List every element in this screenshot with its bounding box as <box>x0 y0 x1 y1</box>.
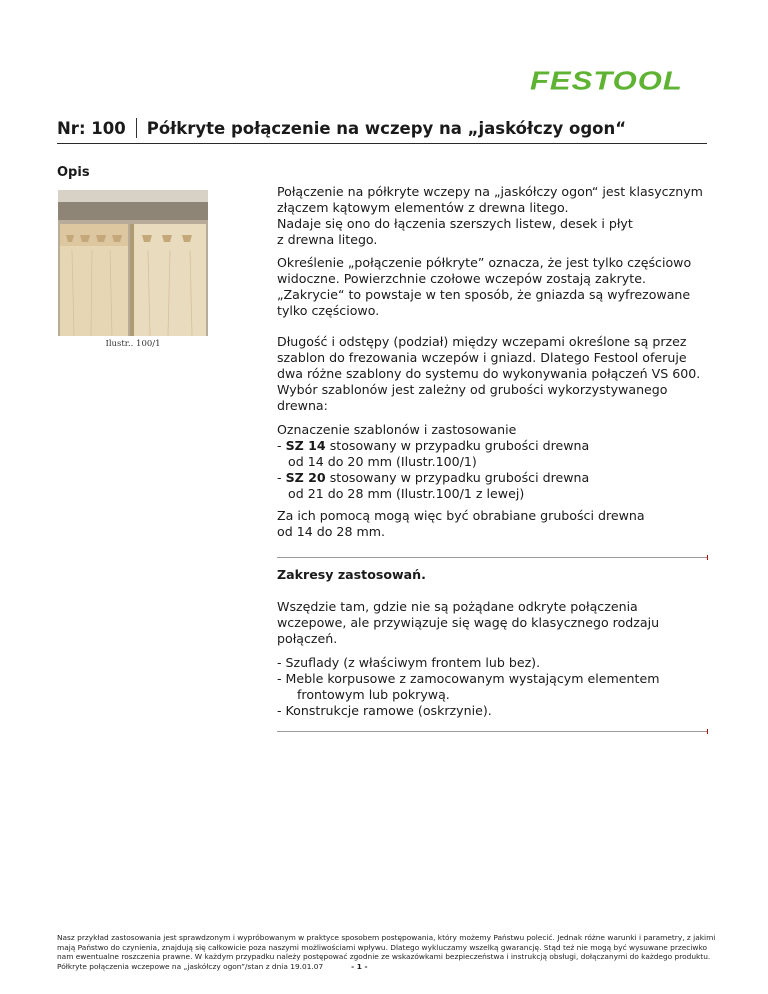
templates-heading: Oznaczenie szablonów i zastosowanie <box>277 422 517 437</box>
definition-line: Określenie „połączenie półkryte” oznacza, że jest tylko częściowo <box>277 255 692 270</box>
footer-doc-line <box>57 962 717 972</box>
applications-title: Zakresy zastosowań. <box>277 567 426 582</box>
template-code: SZ 14 <box>285 438 326 453</box>
templates-list <box>277 422 717 502</box>
definition-paragraph <box>277 255 717 319</box>
applications-line: połączeń. <box>277 631 338 646</box>
page-number: - 1 - <box>351 961 368 971</box>
title-separator <box>136 118 137 138</box>
template-item-sz20: - SZ 20 stosowany w przypadku grubości drewna <box>277 470 590 485</box>
intro-line: z drewna litego. <box>277 232 378 247</box>
template-code: SZ 20 <box>285 470 326 485</box>
applications-list <box>277 655 717 719</box>
footer-doc-title: Półkryte połączenia wczepowe na „jaskółczy ogon”/stan z dnia 19.01.07 <box>57 961 324 971</box>
templates-intro-line: szablon do frezowania wczepów i gniazd. Dlatego Festool oferuje <box>277 350 687 365</box>
template-item-continuation: od 14 do 20 mm (Ilustr.100/1) <box>288 454 477 469</box>
logo-text: FESTOOL <box>530 65 683 96</box>
thickness-line: Za ich pomocą mogą więc być obrabiane grubości drewna <box>277 508 645 523</box>
footer <box>57 933 717 971</box>
applications-line: wczepowe, ale przywiązuje się wagę do klasycznego rodzaju <box>277 615 660 630</box>
templates-intro-line: Długość i odstępy (podział) między wczepami określone są przez <box>277 334 687 349</box>
templates-intro-paragraph <box>277 334 717 414</box>
definition-line: widoczne. Powierzchnie czołowe wczepów zostają zakryte. <box>277 271 646 286</box>
section-label: Opis <box>57 165 90 180</box>
templates-intro-line: Wybór szablonów jest zależny od grubości wykorzystywanego <box>277 382 668 397</box>
document-number: Nr: 100 <box>57 119 126 138</box>
definition-line: „Zakrycie“ to powstaje w ten sposób, że gniazda są wyfrezowane <box>277 287 691 302</box>
definition-line: tylko częściowo. <box>277 303 380 318</box>
templates-intro-line: dwa różne szablony do systemu do wykonywania połączeń VS 600. <box>277 366 701 381</box>
page-title <box>57 118 626 138</box>
section-divider <box>277 731 707 732</box>
list-item: - Meble korpusowe z zamocowanym wystającym elementem <box>277 671 660 686</box>
intro-paragraph <box>277 184 717 248</box>
document-title: Półkryte połączenie na wczepy na „jaskółczy ogon“ <box>146 119 627 138</box>
thickness-line: od 14 do 28 mm. <box>277 524 386 539</box>
list-item: - Szuflady (z właściwym frontem lub bez). <box>277 655 541 670</box>
title-divider <box>57 143 707 144</box>
festool-logo <box>530 65 720 96</box>
figure-caption: Ilustr.. 100/1 <box>105 339 161 349</box>
template-item-continuation: od 21 do 28 mm (Ilustr.100/1 z lewej) <box>288 486 525 501</box>
thickness-paragraph <box>277 508 717 540</box>
applications-line: Wszędzie tam, gdzie nie są pożądane odkryte połączenia <box>277 599 638 614</box>
dovetail-joint-photo <box>58 190 208 336</box>
list-item-continuation: frontowym lub pokrywą. <box>297 687 450 702</box>
template-item-sz14: - SZ 14 stosowany w przypadku grubości drewna <box>277 438 590 453</box>
footer-disclaimer: Nasz przykład zastosowania jest sprawdzonym i wypróbowanym w praktyce sposobem postępowania, który możemy Państwu polecić. Jednak różne warunki i parametry, z jakimi mają Państwo do czynienia, znajdują się całkowicie poza naszymi możliwościami wpływu. Dlatego wykluczamy wszelką gwarancję. Stąd też nie mogą być wysuwane przeciwko nam ewentualne roszczenia prawne. W każdym przypadku należy postępować zgodnie ze wskazówkami bezpieczeństwa i instrukcją obsługi, dołączanymi do każdego produktu. <box>57 933 716 962</box>
templates-intro-line: drewna: <box>277 398 328 413</box>
section-divider <box>277 557 707 558</box>
intro-line: Nadaje się ono do łączenia szerszych listew, desek i płyt <box>277 216 633 231</box>
applications-heading <box>277 567 717 583</box>
list-item: - Konstrukcje ramowe (oskrzynie). <box>277 703 492 718</box>
applications-paragraph <box>277 599 717 647</box>
intro-line: Połączenie na półkryte wczepy na „jaskółczy ogon“ jest klasycznym <box>277 184 703 199</box>
intro-line: złączem kątowym elementów z drewna litego. <box>277 200 569 215</box>
